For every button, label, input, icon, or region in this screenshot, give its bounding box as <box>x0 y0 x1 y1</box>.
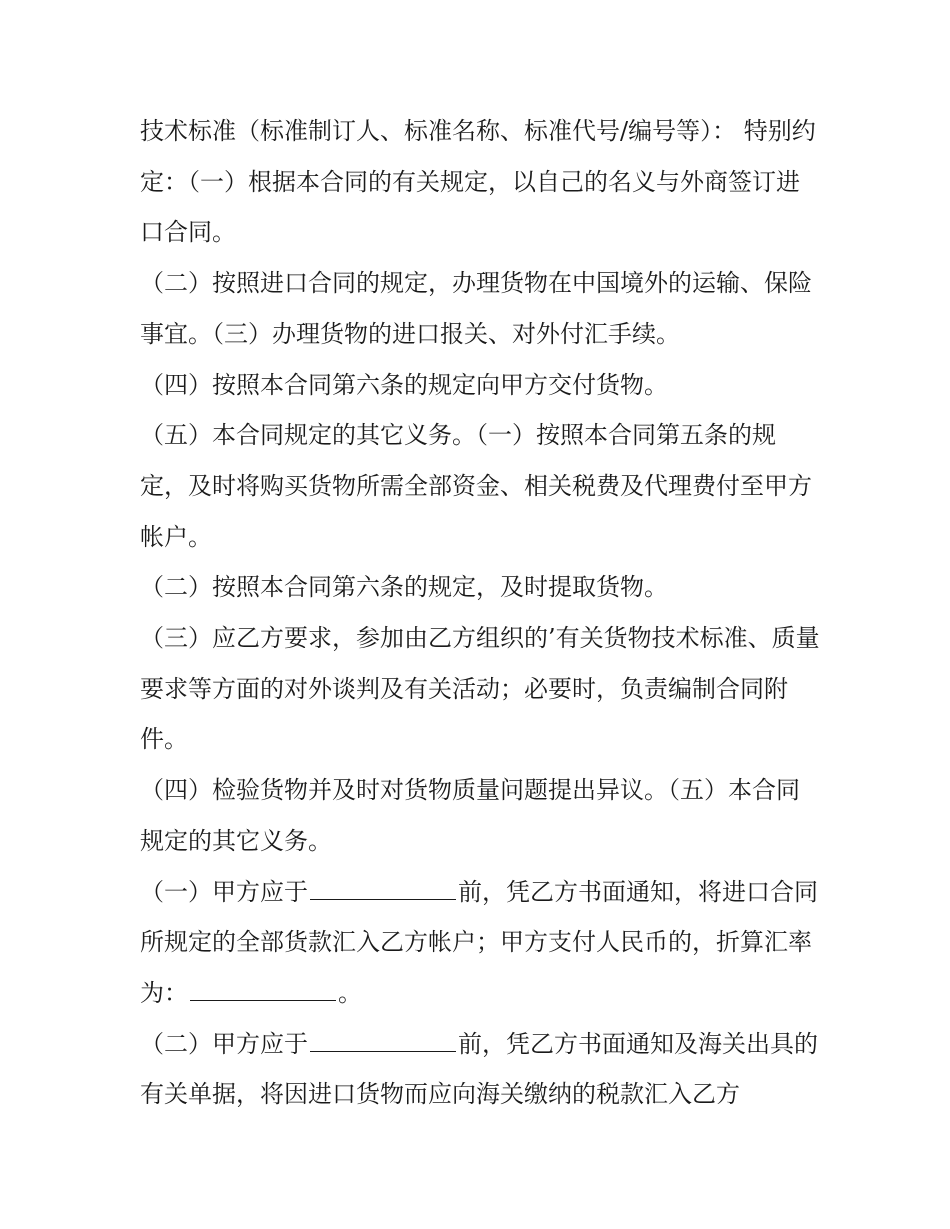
tax-date-blank-line <box>310 1050 456 1052</box>
payment-clause-middle: 前，凭乙方书面通知，将进口合同所规定的全部货款汇入乙方帐户；甲方支付人民币的，折算汇率为： <box>140 877 818 1007</box>
paragraph-technical-standard: 技术标准（标准制订人、标准名称、标准代号/编号等）： 特别约定：（一）根据本合同的有关规定，以自己的名义与外商签订进口合同。 <box>140 117 816 247</box>
paragraph-pick-up-goods: （二）按照本合同第六条的规定，及时提取货物。 <box>140 573 668 602</box>
tax-clause-start: （二）甲方应于 <box>140 1029 308 1058</box>
paragraph-transport-insurance: （二）按照进口合同的规定，办理货物在中国境外的运输、保险事宜。（三）办理货物的进口报关、对外付汇手续。 <box>140 269 812 348</box>
paragraph-payment-remittance <box>140 867 820 1019</box>
contract-text <box>140 106 820 1120</box>
payment-clause-start: （一）甲方应于 <box>140 877 308 906</box>
paragraph-funds-to-account: （五）本合同规定的其它义务。（一）按照本合同第五条的规定，及时将购买货物所需全部资金、相关税费及代理费付至甲方帐户。 <box>140 421 812 551</box>
exchange-rate-blank-line <box>190 999 336 1001</box>
date-blank-line <box>310 898 456 900</box>
payment-clause-end: 。 <box>338 978 362 1007</box>
paragraph-inspection: （四）检验货物并及时对货物质量问题提出异议。（五）本合同规定的其它义务。 <box>140 776 800 855</box>
paragraph-negotiation: （三）应乙方要求，参加由乙方组织的’有关货物技术标准、质量要求等方面的对外谈判及有关活动；必要时，负责编制合同附件。 <box>140 624 820 754</box>
paragraph-deliver-goods: （四）按照本合同第六条的规定向甲方交付货物。 <box>140 370 668 399</box>
tax-clause-rest: 前，凭乙方书面通知及海关出具的有关单据，将因进口货物而应向海关缴纳的税款汇入乙方 <box>140 1029 818 1109</box>
paragraph-tax-remittance <box>140 1019 820 1120</box>
